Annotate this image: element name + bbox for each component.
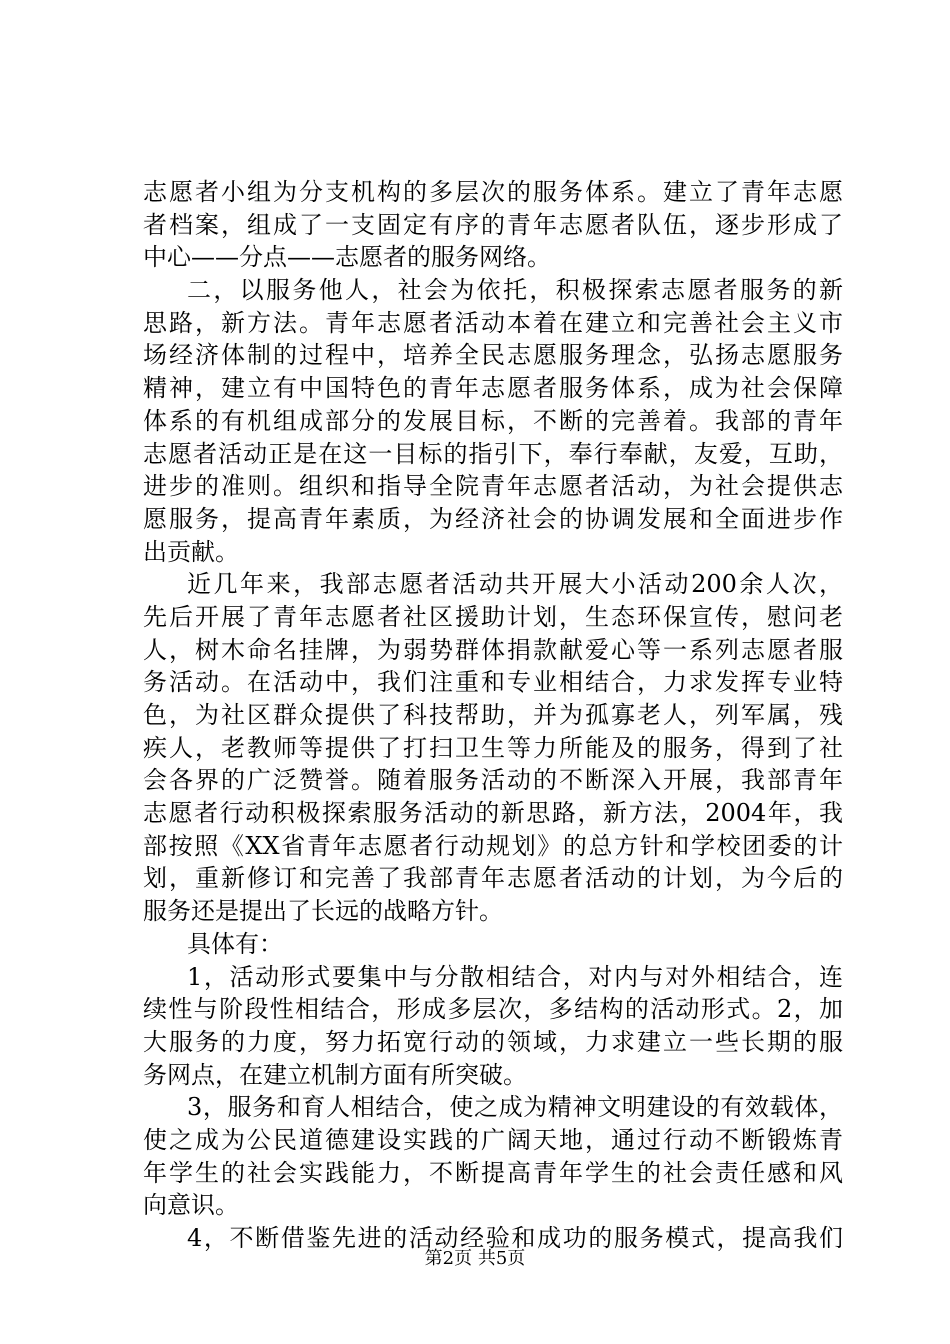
text-line: 愿服务，提高青年素质，为经济社会的协调发展和全面进步作 [143,504,843,533]
text-line: 志愿者行动积极探索服务活动的新思路，新方法，2004年，我 [143,799,843,828]
text-line: 二，以服务他人，社会为依托，积极探索志愿者服务的新 [187,276,843,305]
text-line: 部按照《XX省青年志愿者行动规划》的总方针和学校团委的计 [143,831,843,860]
text-line: 色，为社区群众提供了科技帮助，并为孤寡老人，列军属，残 [143,701,843,729]
text-line: 年学生的社会实践能力，不断提高青年学生的社会责任感和风 [143,1158,843,1187]
text-line: 场经济体制的过程中，培养全民志愿服务理念，弘扬志愿服务 [143,341,843,370]
text-line: 思路，新方法。青年志愿者活动本着在建立和完善社会主义市 [143,308,843,337]
text-line: 会各界的广泛赞誉。随着服务活动的不断深入开展，我部青年 [143,766,843,795]
page-number-footer: 第2页 共5页 [424,1248,526,1269]
text-line: 服务还是提出了长远的战略方针。 [143,897,503,926]
text-line: 先后开展了青年志愿者社区援助计划，生态环保宣传，慰问老 [143,602,843,631]
text-line: 疾人，老教师等提供了打扫卫生等力所能及的服务，得到了社 [143,733,843,762]
text-line: 大服务的力度，努力拓宽行动的领域，力求建立一些长期的服 [143,1027,843,1056]
text-line: 出贡献。 [143,537,239,566]
text-line: 进步的准则。组织和指导全院青年志愿者活动，为社会提供志 [143,472,843,501]
text-line: 志愿者活动正是在这一目标的指引下，奉行奉献，友爱，互助， [143,439,843,468]
document-body [143,176,843,1255]
text-line: 使之成为公民道德建设实践的广阔天地，通过行动不断锻炼青 [143,1125,843,1154]
text-line: 人，树木命名挂牌，为弱势群体捐款献爱心等一系列志愿者服 [143,635,843,664]
text-line: 精神，建立有中国特色的青年志愿者服务体系，成为社会保障 [143,374,843,403]
text-line: 志愿者小组为分支机构的多层次的服务体系。建立了青年志愿 [143,178,843,206]
text-line: 者档案，组成了一支固定有序的青年志愿者队伍，逐步形成了 [143,210,843,239]
text-line: 中心——分点——志愿者的服务网络。 [143,243,551,272]
text-line: 续性与阶段性相结合，形成多层次，多结构的活动形式。2，加 [143,995,843,1024]
text-line: 体系的有机组成部分的发展目标，不断的完善着。我部的青年 [143,406,843,435]
text-line: 近几年来，我部志愿者活动共开展大小活动200余人次， [187,570,843,599]
text-line: 务网点，在建立机制方面有所突破。 [143,1060,527,1089]
text-line: 具体有： [187,929,283,958]
text-line: 1，活动形式要集中与分散相结合，对内与对外相结合，连 [187,962,843,991]
text-line: 4，不断借鉴先进的活动经验和成功的服务模式，提高我们 [187,1224,843,1252]
text-line: 向意识。 [143,1191,239,1220]
text-line: 3，服务和育人相结合，使之成为精神文明建设的有效载体， [187,1093,843,1122]
text-line: 划，重新修订和完善了我部青年志愿者活动的计划，为今后的 [143,864,843,893]
text-line: 务活动。在活动中，我们注重和专业相结合，力求发挥专业特 [143,668,843,697]
